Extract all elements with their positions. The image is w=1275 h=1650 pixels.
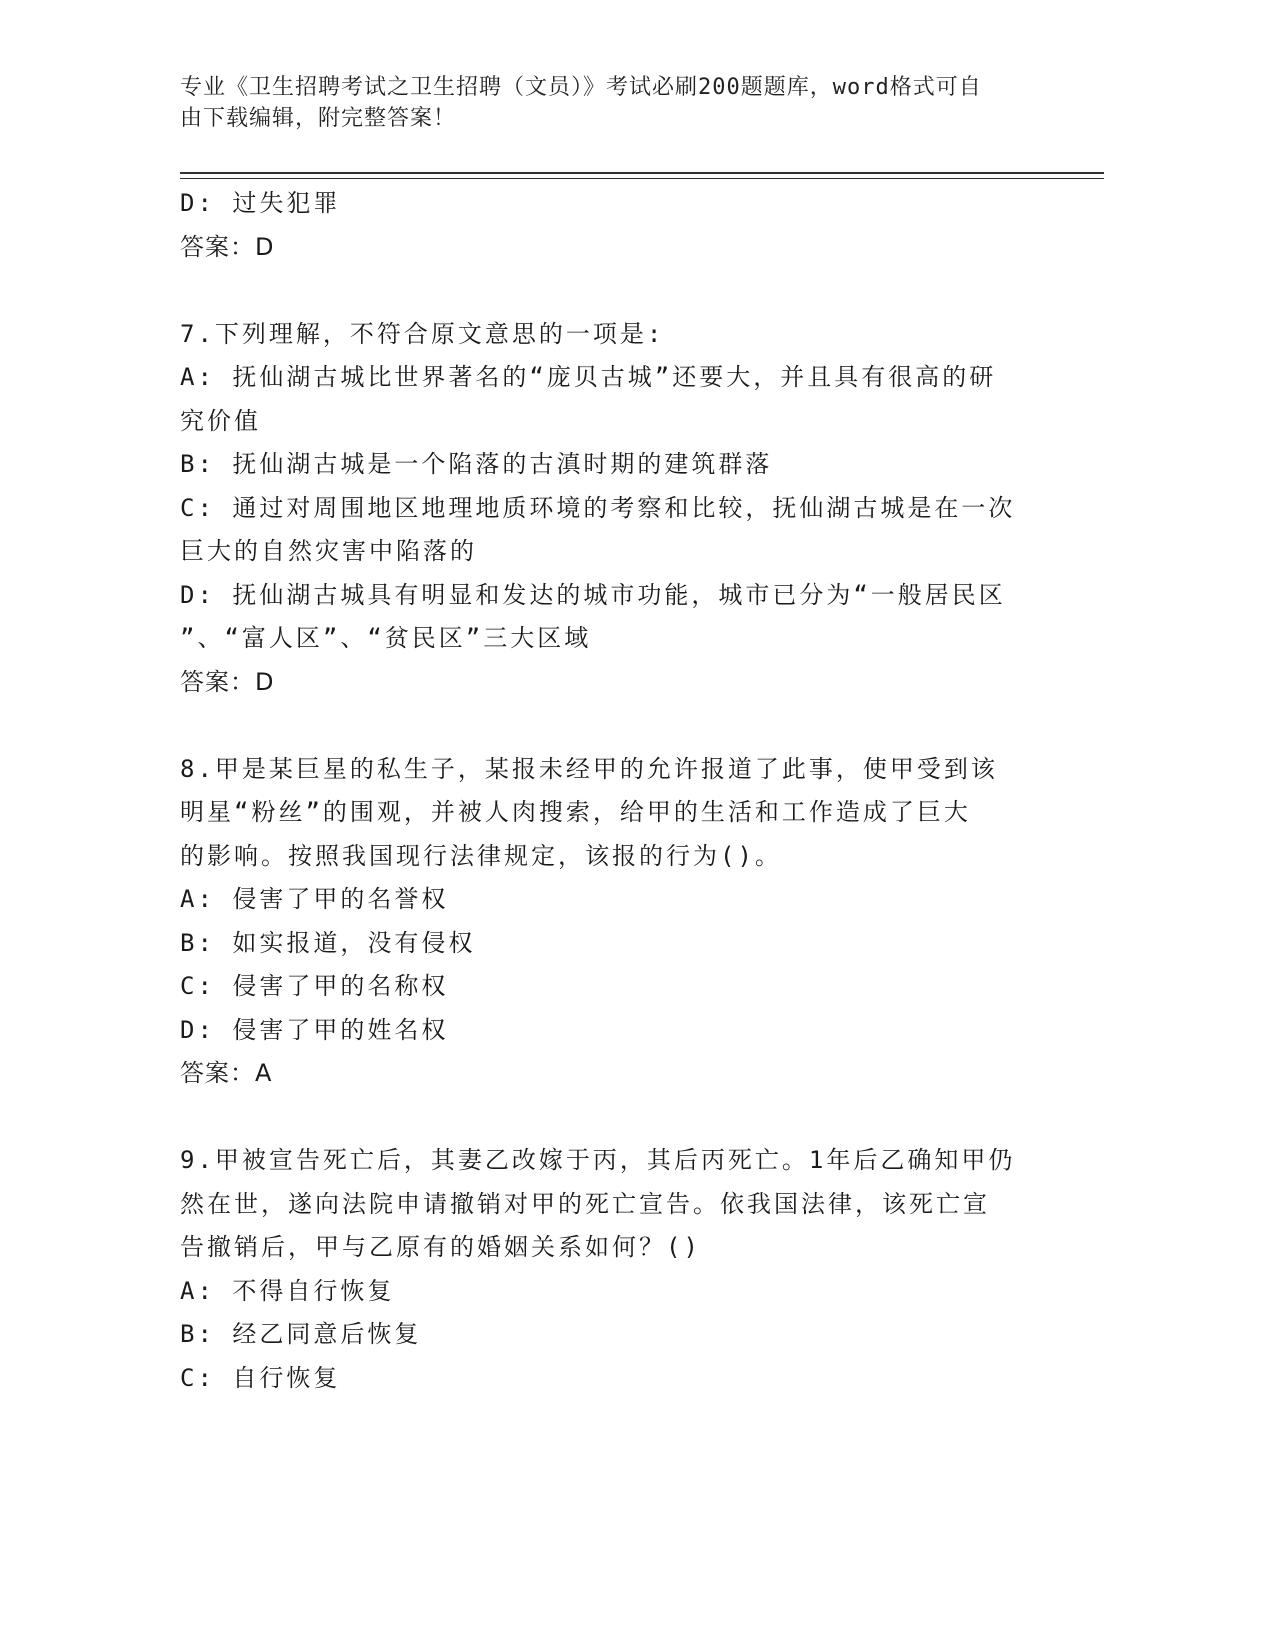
header-divider-thick: [180, 172, 1104, 174]
header-divider-thin: [180, 178, 1104, 179]
q7-answer: 答案：D: [180, 667, 275, 696]
q7-option-d-line-1: D: 抚仙湖古城具有明显和发达的城市功能，城市已分为“一般居民区: [180, 580, 1006, 609]
spacer: [180, 1096, 1060, 1140]
q8-answer: 答案：A: [180, 1059, 273, 1087]
q8-option-d: D: 侵害了甲的姓名权: [180, 1015, 449, 1044]
q6-answer: 答案：D: [180, 232, 275, 261]
spacer: [180, 704, 1060, 748]
spacer: [180, 269, 1060, 313]
q8-stem-line-1: 8.甲是某巨星的私生子，某报未经甲的允许报道了此事，使甲受到该: [180, 754, 998, 783]
q9-stem-line-2: 然在世，遂向法院申请撤销对甲的死亡宣告。依我国法律，该死亡宣: [180, 1189, 990, 1218]
header-line-1: 专业《卫生招聘考试之卫生招聘（文员）》考试必刷200题题库，word格式可自: [180, 75, 982, 100]
q9-stem-line-1: 9.甲被宣告死亡后，其妻乙改嫁于丙，其后丙死亡。1年后乙确知甲仍: [180, 1146, 1016, 1174]
q7-option-d-line-2: ”、“富人区”、“贫民区”三大区域: [180, 624, 592, 652]
q8-stem-line-2: 明星“粉丝”的围观，并被人肉搜索，给甲的生活和工作造成了巨大: [180, 798, 971, 826]
q7-option-a-line-1: A: 抚仙湖古城比世界著名的“庞贝古城”还要大，并且具有很高的研: [180, 363, 997, 391]
q7-stem: 7.下列理解，不符合原文意思的一项是:: [180, 319, 665, 348]
q7-option-a-line-2: 究价值: [180, 406, 261, 435]
q8-option-b: B: 如实报道，没有侵权: [180, 928, 476, 957]
q7-option-c-line-1: C: 通过对周围地区地理地质环境的考察和比较，抚仙湖古城是在一次: [180, 493, 1016, 522]
q9-option-c: C: 自行恢复: [180, 1363, 341, 1392]
question-content: [180, 182, 1060, 1400]
q9-option-b: B: 经乙同意后恢复: [180, 1320, 422, 1348]
q9-stem-line-3: 告撤销后，甲与乙原有的婚姻关系如何？(): [180, 1233, 701, 1261]
q8-option-c: C: 侵害了甲的名称权: [180, 972, 449, 1000]
q7-option-b: B: 抚仙湖古城是一个陷落的古滇时期的建筑群落: [180, 450, 773, 478]
q6-option-d: D: 过失犯罪: [180, 189, 341, 217]
q8-option-a: A: 侵害了甲的名誉权: [180, 885, 449, 913]
header-line-2: 由下载编辑，附完整答案！: [180, 106, 457, 131]
q8-stem-line-3: 的影响。按照我国现行法律规定，该报的行为()。: [180, 841, 782, 870]
document-header: [180, 72, 1040, 134]
q9-option-a: A: 不得自行恢复: [180, 1276, 395, 1305]
q7-option-c-line-2: 巨大的自然灾害中陷落的: [180, 537, 477, 565]
